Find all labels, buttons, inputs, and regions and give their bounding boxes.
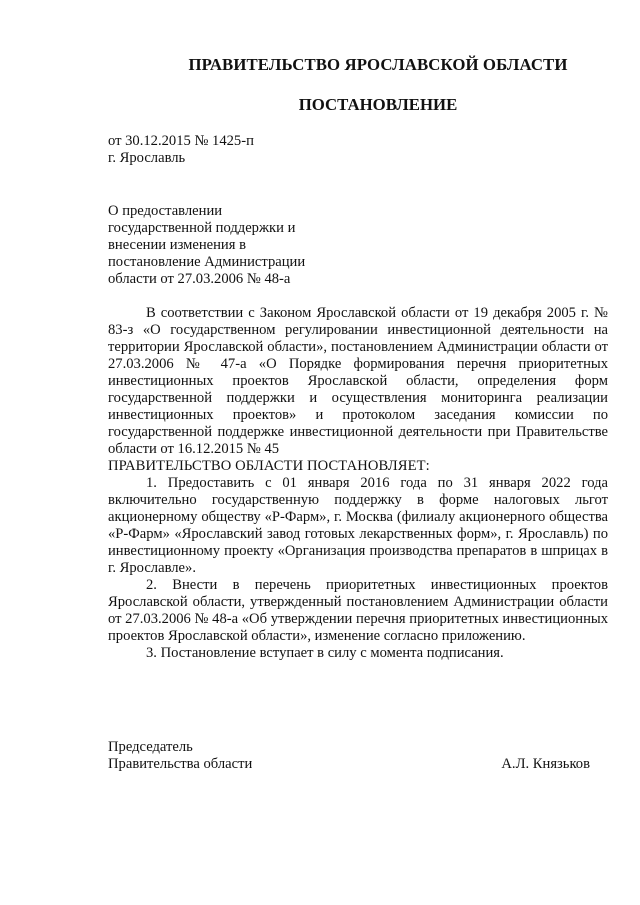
government-title: ПРАВИТЕЛЬСТВО ЯРОСЛАВСКОЙ ОБЛАСТИ <box>188 55 568 74</box>
resolution-item-3: 3. Постановление вступает в силу с момента подписания. <box>146 645 504 661</box>
subject-line: внесении изменения в <box>108 237 246 253</box>
document-body <box>108 305 608 662</box>
signatory-name: А.Л. Князьков <box>501 756 590 772</box>
subject-line: О предоставлении <box>108 203 223 219</box>
resolves-heading: ПРАВИТЕЛЬСТВО ОБЛАСТИ ПОСТАНОВЛЯЕТ: <box>108 458 430 474</box>
date-number: от 30.12.2015 № 1425-п <box>108 133 254 149</box>
resolution-item-1: 1. Предоставить с 01 января 2016 года по 31 января 2022 года включительно государственную поддержку в форме налоговых льгот акционерному обществу «Р-Фарм», г. Москва (филиалу акционерного общества «Р-Фарм» «Ярославский завод готовых лекарственных форм», г. Ярославль) по инвестиционному проекту «Организация производства препаратов в шприцах в г. Ярославле». <box>108 475 608 576</box>
document-type-title: ПОСТАНОВЛЕНИЕ <box>298 95 458 114</box>
document-subject <box>108 203 348 288</box>
resolution-item-2: 2. Внести в перечень приоритетных инвестиционных проектов Ярославской области, утвержденный постановлением Администрации области от 27.03.2006 № 48-а «Об утверждении перечня приоритетных инвестиционных проектов Ярославской области», изменение согласно приложению. <box>108 577 608 644</box>
preamble-paragraph: В соответствии с Законом Ярославской области от 19 декабря 2005 г. № 83-з «О государственном регулировании инвестиционной деятельности на территории Ярославской области», постановлением Администрации области от 27.03.2006 № 47-а «О Порядке формирования перечня приоритетных инвестиционных проектов Ярославской области, определения форм государственной поддержки и осуществления мониторинга реализации инвестиционных проектов» и протоколом заседания комиссии по государственной поддержке инвестиционной деятельности при Правительстве области от 16.12.2015 № 45 <box>108 305 608 457</box>
subject-line: государственной поддержки и <box>108 220 296 236</box>
signatory-position-line1: Председатель <box>108 739 193 755</box>
city: г. Ярославль <box>108 150 186 166</box>
signatory-position-line2: Правительства области <box>108 756 253 772</box>
document-meta <box>108 133 254 167</box>
subject-line: области от 27.03.2006 № 48-а <box>108 271 291 287</box>
signature-block <box>108 739 590 773</box>
subject-line: постановление Администрации <box>108 254 306 270</box>
